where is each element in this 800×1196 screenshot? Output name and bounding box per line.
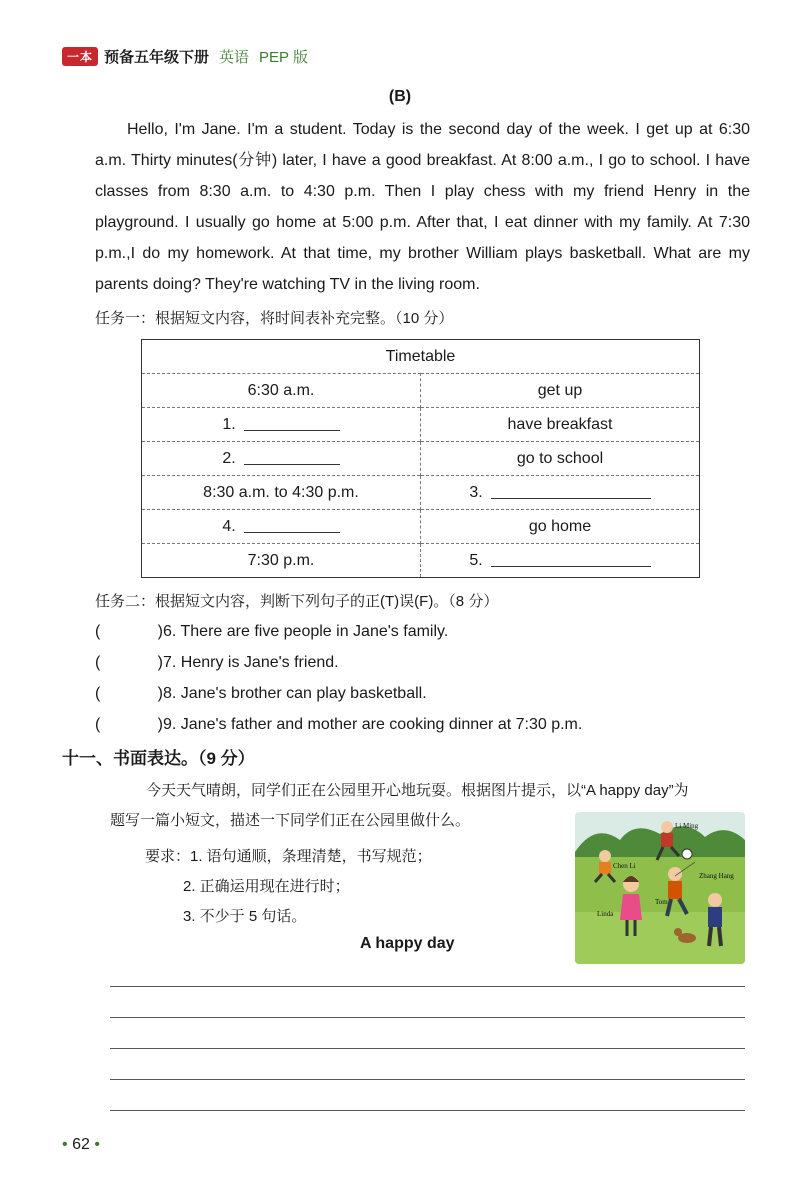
answer-parentheses[interactable]: ( ) (95, 685, 163, 702)
table-row (142, 544, 700, 578)
statement-text: 7. Henry is Jane's friend. (163, 654, 339, 671)
list-item (95, 651, 582, 682)
time-cell: 7:30 p.m. (142, 544, 421, 578)
statement-text: 8. Jane's brother can play basketball. (163, 685, 427, 702)
activity-cell: go to school (421, 442, 700, 476)
label-li-ming: Li Ming (675, 822, 699, 830)
answer-parentheses[interactable]: ( ) (95, 716, 163, 733)
label-linda: Linda (597, 910, 614, 918)
table-row (142, 374, 700, 408)
task1-instruction: 任务一：根据短文内容，将时间表补充完整。（10 分） (95, 310, 454, 327)
reading-passage (95, 114, 750, 300)
requirement-2: 2. 正确运用现在进行时； (183, 878, 350, 895)
answer-blank[interactable] (491, 484, 651, 499)
time-cell: 1. (142, 408, 421, 442)
label-zhang-hang: Zhang Hang (699, 872, 734, 880)
book-edition: PEP 版 (259, 48, 308, 66)
prompt-line-1: 今天天气晴朗，同学们正在公园里开心地玩耍。根据图片提示，以“A happy day”为 (146, 782, 689, 799)
book-title: 预备五年级下册 (104, 48, 210, 66)
time-cell: 8:30 a.m. to 4:30 p.m. (142, 476, 421, 510)
time-cell: 4. (142, 510, 421, 544)
list-item (95, 620, 582, 651)
answer-blank[interactable] (244, 416, 340, 431)
label-tom: Tom (655, 898, 668, 906)
time-cell: 2. (142, 442, 421, 476)
table-row (142, 476, 700, 510)
table-row (142, 510, 700, 544)
true-false-list (95, 620, 582, 744)
answer-blank[interactable] (244, 450, 340, 465)
writing-line[interactable] (110, 1079, 745, 1080)
list-item (95, 713, 582, 744)
ball-icon (682, 849, 692, 859)
table-row (142, 442, 700, 476)
writing-line[interactable] (110, 1048, 745, 1049)
writing-line[interactable] (110, 1017, 745, 1018)
section-b-heading: (B) (388, 88, 412, 105)
book-subject: 英语 (219, 48, 250, 66)
answer-blank[interactable] (491, 552, 651, 567)
timetable (141, 339, 700, 578)
activity-cell: 5. (421, 544, 700, 578)
activity-cell: 3. (421, 476, 700, 510)
publisher-logo: 一本 (62, 47, 98, 66)
park-illustration (575, 812, 745, 964)
requirement-3: 3. 不少于 5 句话。 (183, 908, 307, 925)
page-header (62, 44, 318, 68)
park-scene (575, 812, 745, 964)
list-item (95, 682, 582, 713)
activity-cell: have breakfast (421, 408, 700, 442)
table-row (142, 408, 700, 442)
writing-line[interactable] (110, 986, 745, 987)
statement-text: 9. Jane's father and mother are cooking dinner at 7:30 p.m. (163, 716, 583, 733)
time-cell: 6:30 a.m. (142, 374, 421, 408)
passage-text: Hello, I'm Jane. I'm a student. Today is the second day of the week. I get up at 6:30 a.m. Thirty minutes(分钟) later, I have a good breakfast. At 8:00 a.m., I go to school. I have classes from 8:30 a.m. to 4:30 p.m. Then I play chess with my friend Henry in the playground. I usually go home at 5:00 p.m. After that, I eat dinner with my family. At 7:30 p.m.,I do my homework. At that time, my brother William plays basketball. What are my parents doing? They're watching TV in the living room. (95, 121, 750, 293)
answer-blank[interactable] (244, 518, 340, 533)
statement-text: 6. There are five people in Jane's family. (163, 623, 449, 640)
answer-parentheses[interactable]: ( ) (95, 654, 163, 671)
activity-cell: get up (421, 374, 700, 408)
writing-line[interactable] (110, 1110, 745, 1111)
page-number: • 62 • (62, 1136, 100, 1153)
prompt-line-2: 题写一篇小短文，描述一下同学们正在公园里做什么。 (110, 812, 471, 829)
activity-cell: go home (421, 510, 700, 544)
timetable-title: Timetable (385, 347, 456, 365)
label-chen-li: Chen Li (613, 862, 636, 870)
task2-instruction: 任务二：根据短文内容，判断下列句子的正(T)误(F)。（8 分） (95, 593, 499, 610)
essay-title: A happy day (360, 935, 455, 952)
section-11-heading: 十一、书面表达。（9 分） (62, 749, 255, 768)
answer-parentheses[interactable]: ( ) (95, 623, 163, 640)
requirement-1: 要求：1. 语句通顺，条理清楚，书写规范； (145, 848, 432, 865)
